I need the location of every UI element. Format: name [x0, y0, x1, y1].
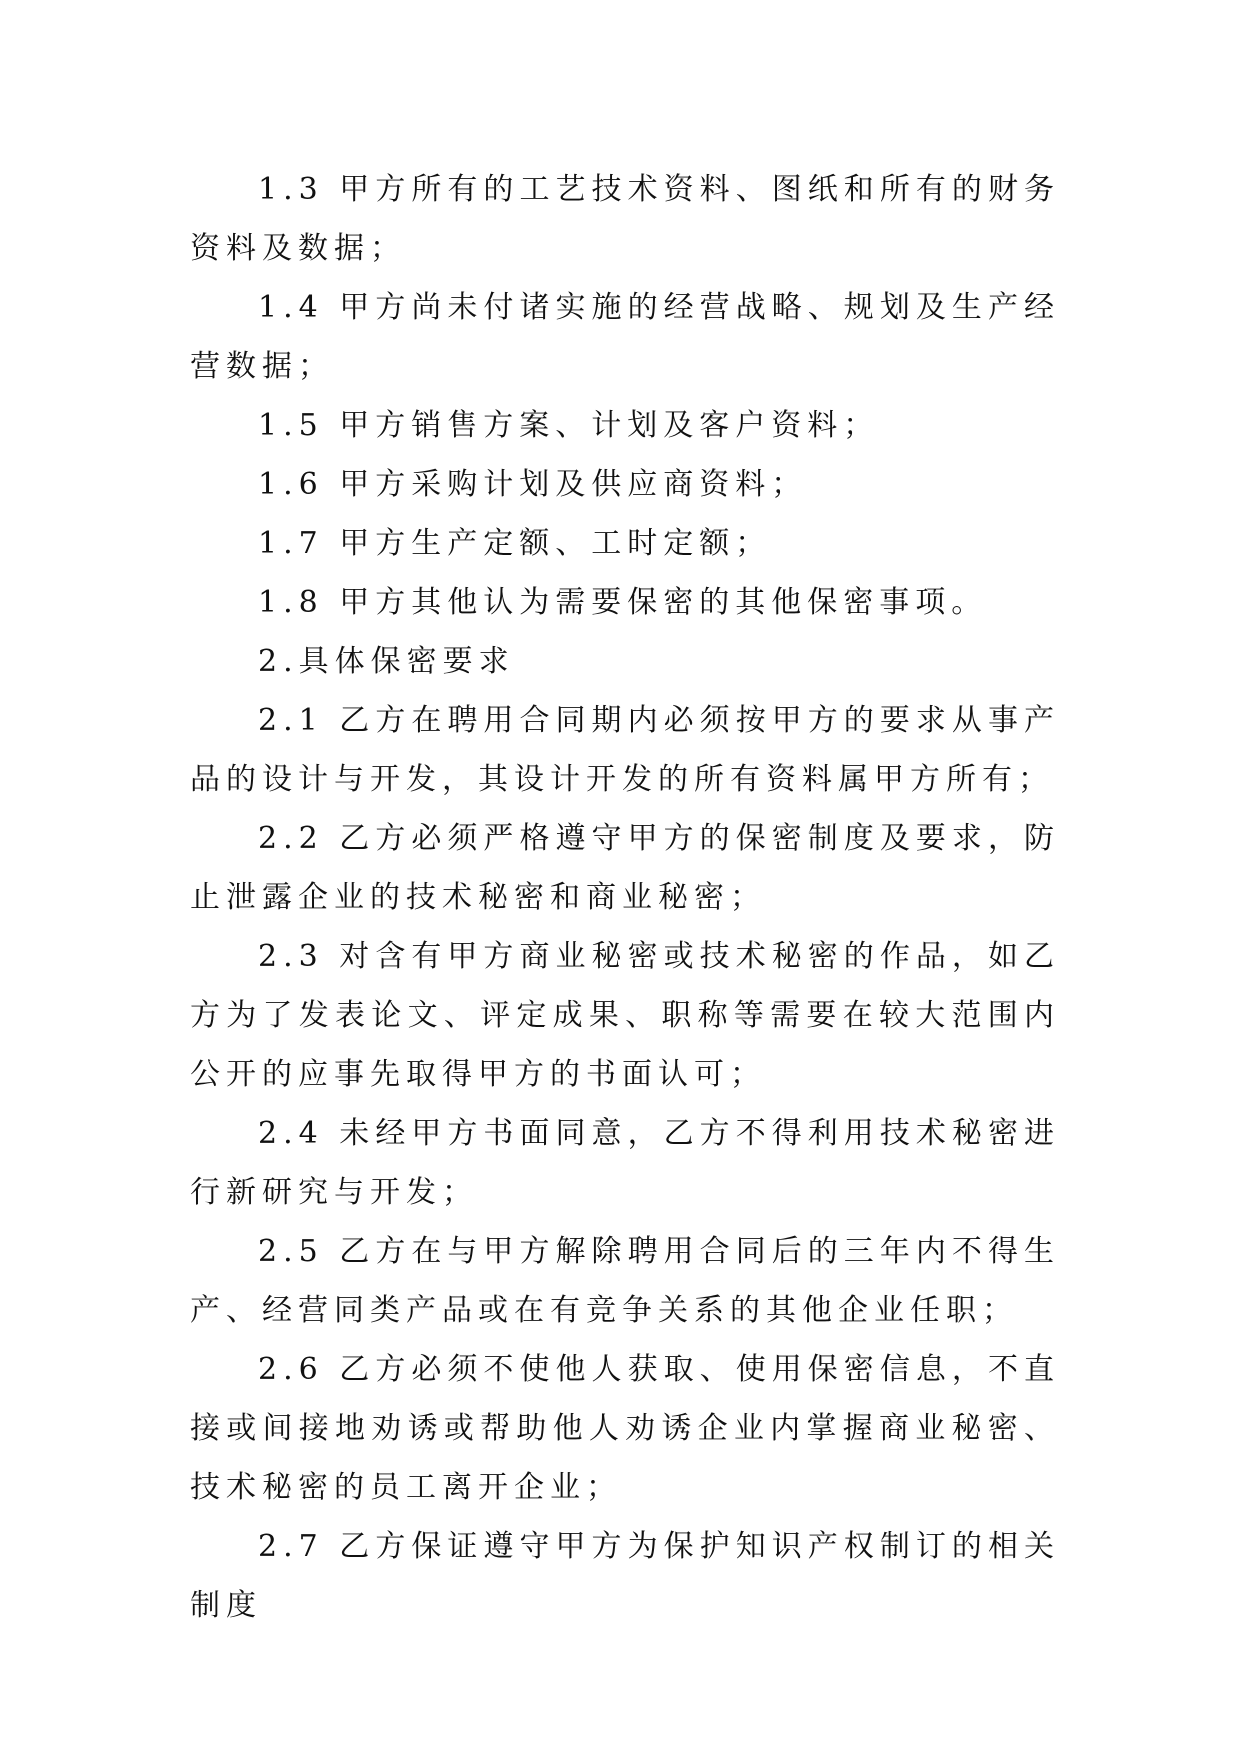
clause-2-5: 2.5 乙方在与甲方解除聘用合同后的三年内不得生产、经营同类产品或在有竞争关系的其他企业任职； — [190, 1234, 1060, 1328]
clause-1-5: 1.5 甲方销售方案、计划及客户资料； — [258, 408, 880, 443]
clause-1-7: 1.7 甲方生产定额、工时定额； — [258, 526, 772, 561]
clause-1-8: 1.8 甲方其他认为需要保密的其他保密事项。 — [258, 585, 988, 620]
clause-2-7: 2.7 乙方保证遵守甲方为保护知识产权制订的相关制度 — [190, 1529, 1060, 1623]
clause-1-4: 1.4 甲方尚未付诸实施的经营战略、规划及生产经营数据； — [190, 290, 1060, 384]
section-2-heading: 2.具体保密要求 — [258, 644, 515, 679]
clause-2-4: 2.4 未经甲方书面同意，乙方不得利用技术秘密进行新研究与开发； — [190, 1116, 1060, 1210]
clause-1-3: 1.3 甲方所有的工艺技术资料、图纸和所有的财务资料及数据； — [190, 172, 1060, 266]
clause-2-6: 2.6 乙方必须不使他人获取、使用保密信息，不直接或间接地劝诱或帮助他人劝诱企业内掌握商业秘密、技术秘密的员工离开企业； — [190, 1352, 1060, 1505]
clause-1-6: 1.6 甲方采购计划及供应商资料； — [258, 467, 808, 502]
clause-2-2: 2.2 乙方必须严格遵守甲方的保密制度及要求，防止泄露企业的技术秘密和商业秘密； — [190, 821, 1060, 915]
clause-2-3: 2.3 对含有甲方商业秘密或技术秘密的作品，如乙方为了发表论文、评定成果、职称等需要在较大范围内公开的应事先取得甲方的书面认可； — [190, 939, 1060, 1092]
clause-2-1: 2.1 乙方在聘用合同期内必须按甲方的要求从事产品的设计与开发，其设计开发的所有资料属甲方所有； — [190, 703, 1060, 797]
document-body — [190, 160, 1060, 1635]
